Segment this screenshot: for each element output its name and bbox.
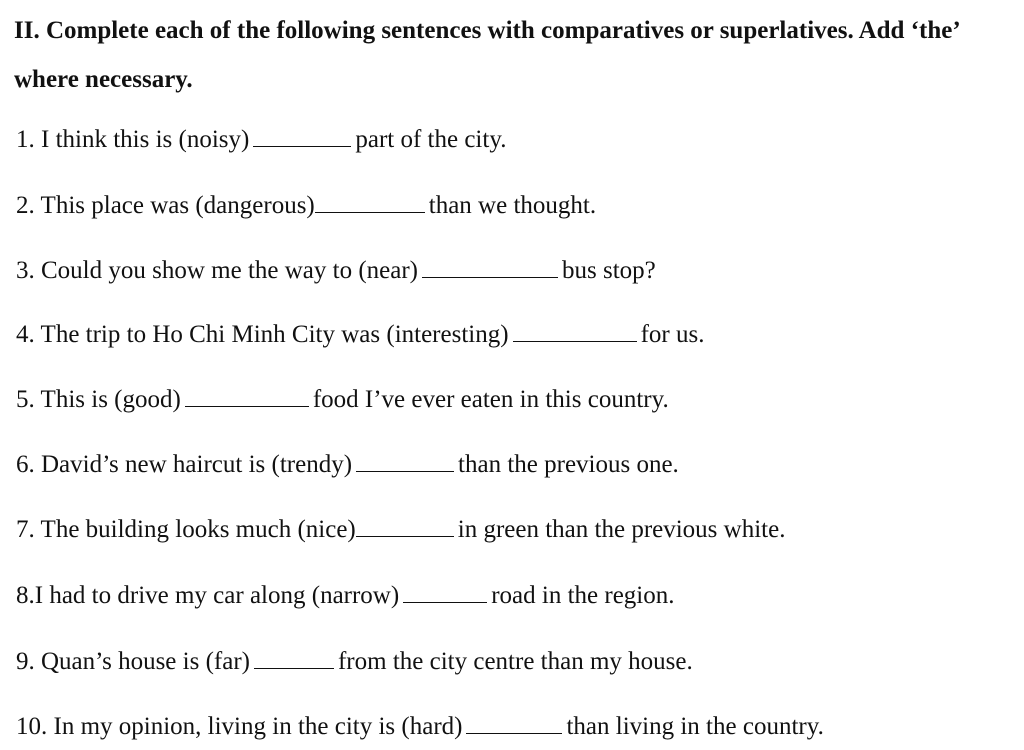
sentence-4-text-before: 4. The trip to Ho Chi Minh City was (interesting)	[16, 321, 509, 348]
sentence-4-text-after: for us.	[640, 321, 705, 348]
sentence-1-text-before: 1. I think this is (noisy)	[16, 126, 250, 153]
answer-blank-9[interactable]	[254, 646, 334, 669]
sentence-3	[16, 255, 656, 286]
exercise-heading: II. Complete each of the following sentences with comparatives or superlatives. Add ‘the’ where necessary.	[14, 17, 959, 93]
sentence-3-text-before: 3. Could you show me the way to (near)	[16, 257, 419, 284]
sentence-8-text-before: 8.I had to drive my car along (narrow)	[16, 582, 400, 609]
answer-blank-8[interactable]	[403, 580, 487, 603]
sentence-10-text-before: 10. In my opinion, living in the city is (hard)	[16, 713, 463, 740]
answer-blank-6[interactable]	[356, 449, 454, 472]
sentence-3-text-after: bus stop?	[562, 257, 656, 284]
sentence-1-text-after: part of the city.	[355, 126, 507, 153]
sentence-1	[16, 124, 506, 155]
sentence-9	[16, 646, 693, 677]
answer-blank-10[interactable]	[466, 711, 562, 734]
answer-blank-5[interactable]	[185, 384, 309, 407]
sentence-9-text-before: 9. Quan’s house is (far)	[16, 648, 250, 675]
sentence-7-text-after: in green than the previous white.	[457, 516, 786, 543]
sentence-8-text-after: road in the region.	[491, 582, 675, 609]
sentence-2-text-before: 2. This place was (dangerous)	[16, 192, 315, 219]
sentence-10-text-after: than living in the country.	[566, 713, 824, 740]
answer-blank-3[interactable]	[422, 255, 558, 278]
sentence-5-text-after: food I’ve ever eaten in this country.	[312, 386, 669, 413]
sentence-9-text-after: from the city centre than my house.	[337, 648, 693, 675]
sentence-5-text-before: 5. This is (good)	[16, 386, 181, 413]
answer-blank-4[interactable]	[513, 319, 637, 342]
sentence-2	[16, 190, 596, 221]
sentence-5	[16, 384, 669, 415]
sentence-4	[16, 319, 704, 350]
sentence-10	[16, 711, 824, 742]
sentence-7	[16, 514, 785, 545]
answer-blank-1[interactable]	[253, 124, 351, 147]
sentence-7-text-before: 7. The building looks much (nice)	[16, 516, 356, 543]
sentence-8	[16, 580, 674, 611]
sentence-6	[16, 449, 679, 480]
answer-blank-7[interactable]	[356, 514, 454, 537]
sentence-6-text-after: than the previous one.	[458, 451, 679, 478]
sentence-6-text-before: 6. David’s new haircut is (trendy)	[16, 451, 353, 478]
sentence-2-text-after: than we thought.	[428, 192, 597, 219]
answer-blank-2[interactable]	[315, 190, 425, 213]
